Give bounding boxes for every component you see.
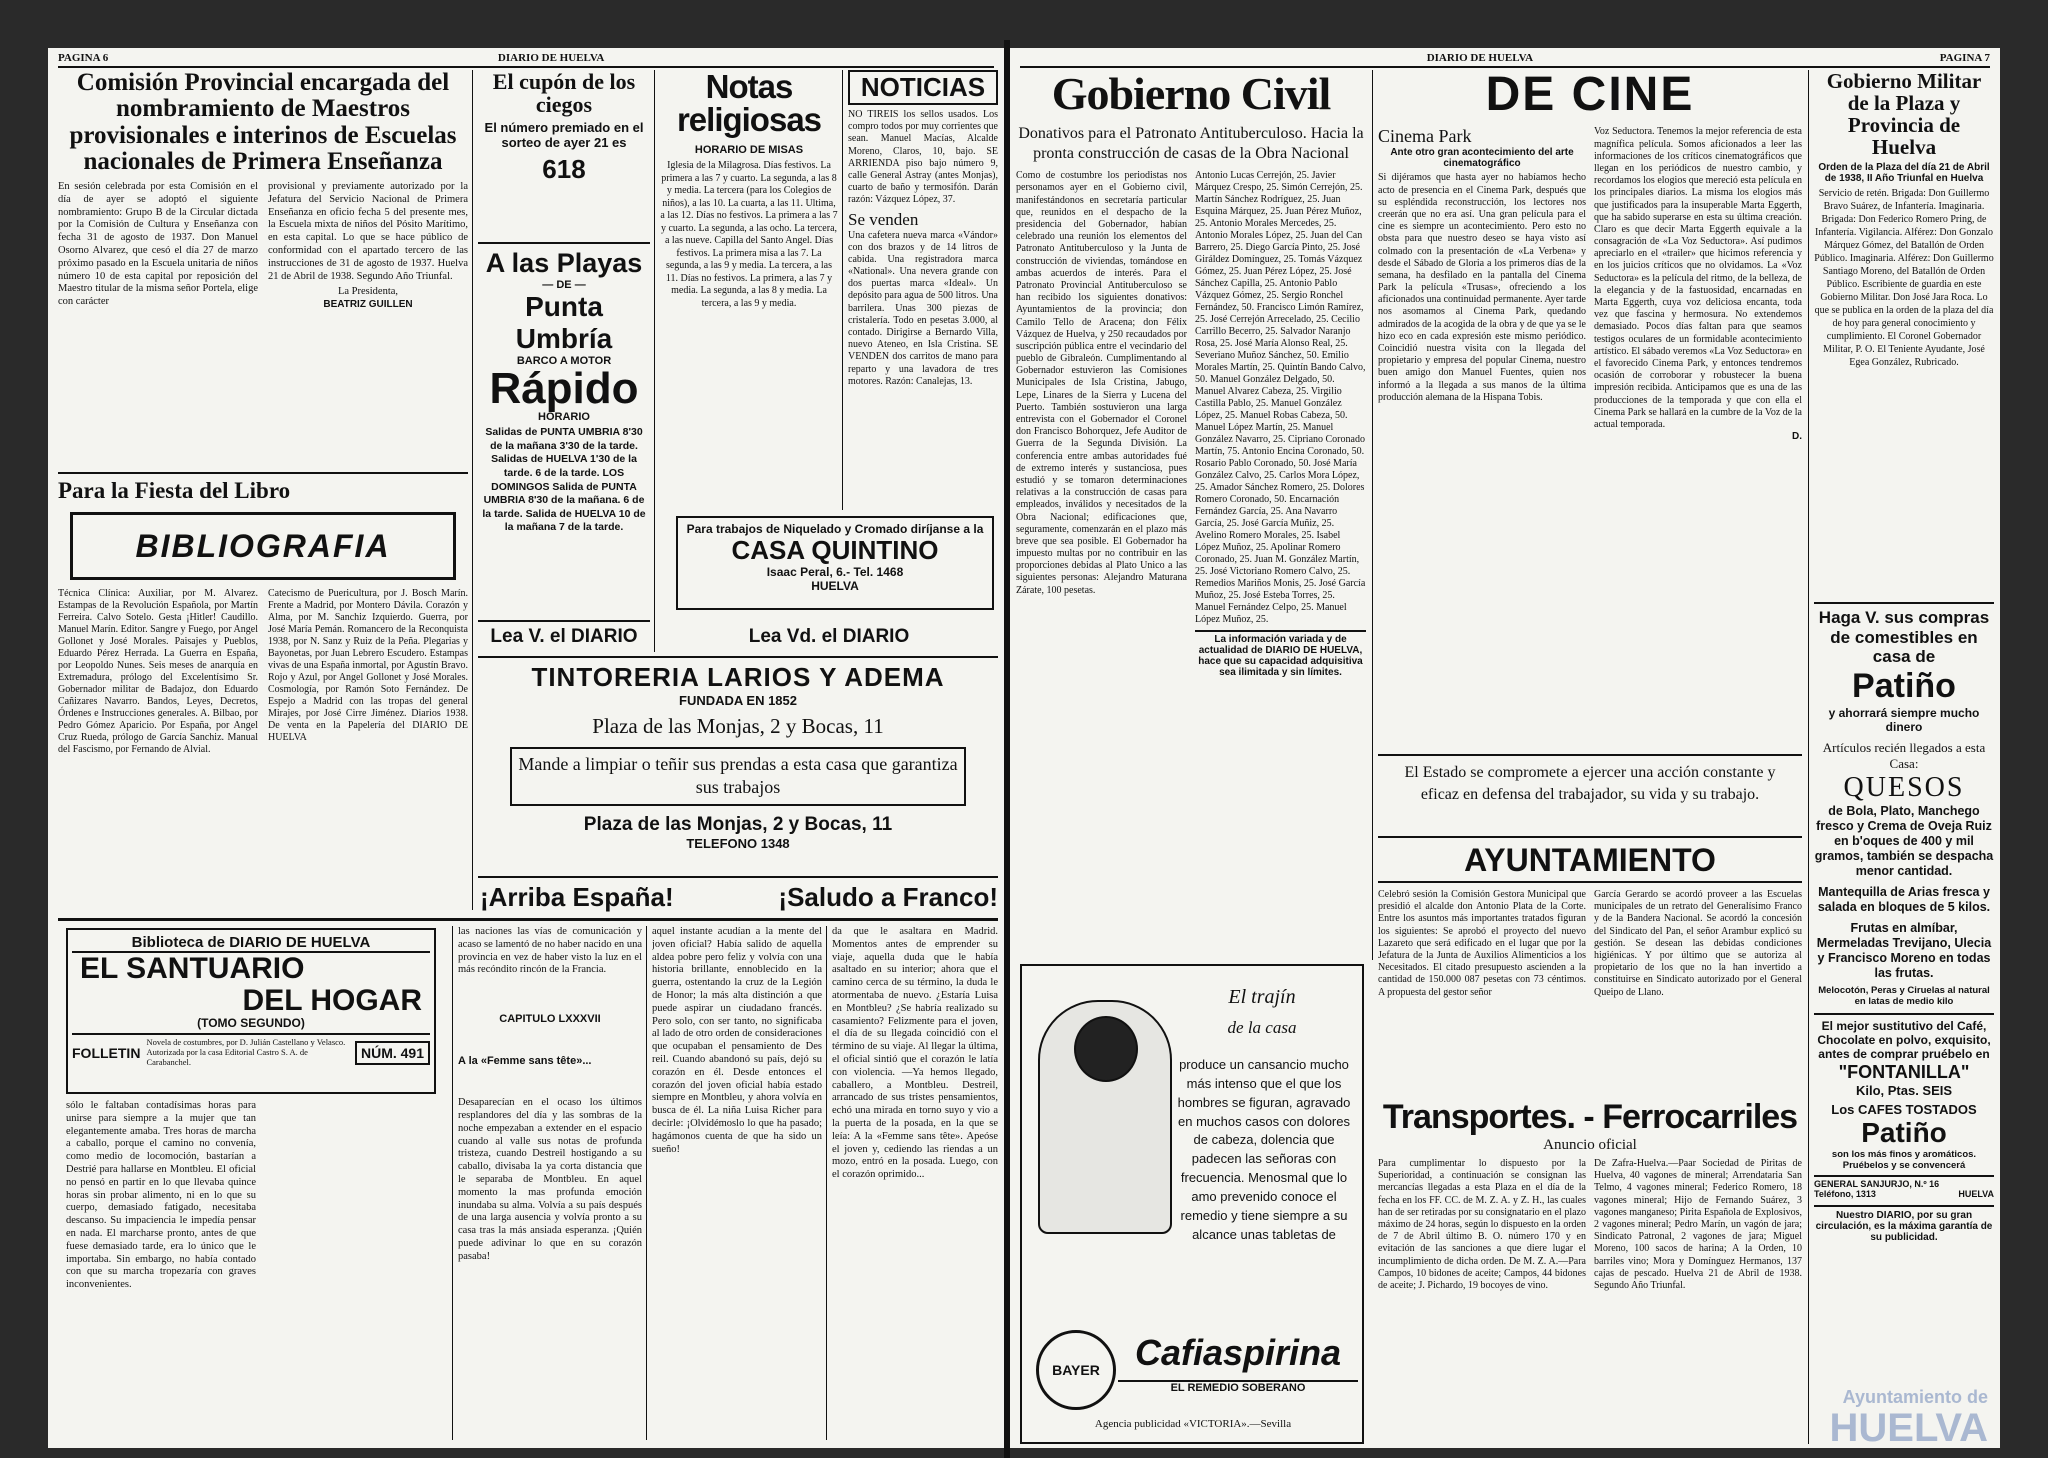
noticias-text2: Una cafetera nueva marca «Vándor» con dos brazos y de 14 litros de cabida. Una registradora marca «National». Una nevera grande con dos puertas marca «Ideal». Un depósito para agua de 500 litros. Una barrilera. Unas 300 piezas de cristalería. Todo en pesetas 3.000, al contado. Dirigirse a Bernardo Villa, nuevo Ateneo, en Isla Cristina. SE VENDEN dos carritos de mano para reparto y una lavadora de tres motores. Razón: Canalejas, 13. — [848, 229, 998, 387]
folletin-col4: da que le asaltara en Madrid. Momentos antes de emprender su viaje, aquella duda que le había asaltado en su interior; ahora que el camino cerca de su término, la duda le atormentaba de nuevo. ¿Estaría Luisa en Montbleu? ¿Se habría realizado su casamiento? Felizmente para el joven, el día de su llegada coincidió con el término de su viaje. Al llegar la última, el oficial sintió que el corazón le latía con violencia. —Ya hemos llegado, caballero, a Montbleu. Destreil, arrancado de sus tristes pensamientos, echó una mirada en torno suyo y vio a la puerta de la posada, en la que se leía: A la «Femme sans tête». Apeóse el joven y, cediendo las riendas a un mozo, entró en la posada. Luego, con el corazón oprimido... — [832, 926, 998, 1181]
ayuntamiento-col1: Celebró sesión la Comisión Gestora Municipal que presidió el alcalde don Antonio Plata de la Corte. Entre los asuntos más importantes tratados figuran los siguientes: Se aprobó el proyecto del nuevo Lazareto que será edificado en el lugar que por la Jefatura de la Junta de Auxilios Alimenticios a los Necesitados. El citado presupuesto ascienden a la cantidad de 150.000 087 pesetas con 73 céntimos. A propuesta del gestor señor — [1378, 889, 1586, 998]
folletin-biblio: Biblioteca de DIARIO DE HUELVA — [72, 934, 430, 953]
ayuntamiento-article — [1378, 842, 1802, 1092]
patino-cafes2: son los más finos y aromáticos. Pruébelos y se convencerá — [1831, 1148, 1977, 1171]
notas-title: Notas religiosas — [676, 70, 822, 138]
patino-addr: GENERAL SANJURJO, N.º 16 — [1814, 1178, 1940, 1189]
bayer-brand: Cafiaspirina — [1134, 1332, 1342, 1373]
folletin-tomo: (TOMO SEGUNDO) — [197, 1016, 305, 1030]
watermark-line2: HUELVA — [1829, 1406, 1988, 1450]
watermark-line1: Ayuntamiento de — [1842, 1387, 1988, 1407]
folletin-label: FOLLETIN — [72, 1044, 141, 1061]
folletin-capitulo: CAPITULO LXXXVII — [499, 1013, 601, 1026]
patino-ad — [1814, 608, 1994, 1444]
bayer-text: produce un cansancio mucho más intenso que el que los hombres se figuran, agravado en muchos casos con dolores de cabeza, dolencia que padecen las señoras con frecuencia. Menosmal que lo amo prevenido conoce el remedio y tiene siempre a su alcance unas tabletas de — [1177, 1057, 1351, 1242]
lea-diario-1: Lea V. el DIARIO — [490, 626, 638, 647]
lea-diario-2: Lea Vd. el DIARIO — [748, 626, 910, 647]
gob-militar-text: Servicio de retén. Brigada: Don Guillermo Bravo Suárez, de Infantería. Imaginaria. Brigada: Don Federico Romero Pring, de Infantería. Vigilancia. Alférez: Don Gonzalo Márquez Gómez, del Batallón de Orden Público. Imaginaria. Alférez: Don Guillermo Santiago Moreno, del Batallón de Orden Público. Escribiente de guardia en este Gobierno Militar. Don José Jara Roca. Lo que se publica en la orden de la plaza del día de hoy para general conocimiento y cumplimiento. El Coronel Gobernador Militar, P. O. El Teniente Ayudante, José Egea González, Rubricado. — [1814, 188, 1994, 369]
gobierno-civil-title: Gobierno Civil — [1051, 70, 1331, 119]
bayer-title1: El trajín — [1228, 986, 1296, 1008]
cine-venue: Cinema Park — [1378, 126, 1472, 147]
ayuntamiento-title: AYUNTAMIENTO — [1378, 842, 1802, 883]
right-page-number: PAGINA 7 — [1939, 52, 1990, 64]
folletin-col2b: Desaparecían en el ocaso los últimos resplandores del día y las sombras de la noche empezaban a extender en el espacio cuando al valle sus notas de profunda tristeza, cuando Destreil hostigando a su caballo, divisaba la ya corta distancia que le separaba de Montbleu. En aquel momento la mas profunda emoción inundaba su alma. Volvía a su país después de una larga ausencia y volvía pronto a su casa tras la más ansiada esperanza. ¡Quién puede adivinar lo que en su corazón pasaba! — [458, 1097, 642, 1262]
cupon-box — [478, 70, 650, 240]
folletin-title1: EL SANTUARIO — [80, 952, 305, 985]
folletin-box — [66, 928, 436, 1094]
patino-melocoton: Melocotón, Peras y Ciruelas al natural en latas de medio kilo — [1818, 984, 1990, 1007]
left-page — [48, 48, 1004, 1448]
patino-diario: Nuestro DIARIO, por su gran circulación, es la máxima garantía de su publicidad. — [1814, 1205, 1994, 1243]
folletin-num: NÚM. 491 — [355, 1041, 430, 1065]
quintino-city: HUELVA — [811, 578, 859, 593]
patino-line3: Artículos recién llegados a esta Casa: — [1822, 739, 1986, 771]
cine-title: DE CINE — [1485, 70, 1695, 121]
quintino-line1: Para trabajos de Niquelado y Cromado diríjanse a la — [686, 522, 984, 536]
playas-ad — [478, 248, 650, 618]
folletin-col2: las naciones las vías de comunicación y acaso se lamentó de no haber nacido en una provincia en vez de haber visto la luz en el más recóndito rincón de la Francia. — [458, 926, 642, 976]
folletin-title2: DEL HOGAR — [242, 983, 422, 1017]
bibliografia-logo: BIBLIOGRAFIA — [70, 512, 456, 580]
comision-sign-role: La Presidenta, — [337, 286, 399, 298]
de-cine-article — [1378, 70, 1802, 750]
patino-name2: Patiño — [1861, 1116, 1947, 1148]
gob-militar-title: Gobierno Militar de la Plaza y Provincia de Huelva — [1826, 70, 1982, 160]
bayer-cross-logo: BAYER — [1036, 1330, 1116, 1410]
noticias-sevenden: Se venden — [848, 209, 919, 229]
tintoreria-title: TINTORERIA LARIOS Y ADEMA — [531, 662, 945, 692]
playas-line1: A las Playas — [485, 248, 643, 278]
notas-sub: HORARIO DE MISAS — [694, 144, 804, 156]
patino-quesos-text: de Bola, Plato, Manchego fresco y Crema de Oveja Ruiz en b'oques de 400 y mil gramos, también se despacha menor cantidad. — [1814, 803, 1994, 878]
playas-schedule: Salidas de PUNTA UMBRIA 8'30 de la mañana 3'30 de la tarde. Salidas de HUELVA 1'30 de la tarde. 6 de la tarde. LOS DOMINGOS Salida de PUNTA UMBRIA 8'30 de la mañana. 6 de la tarde. Salida de HUELVA 10 de la mañana 7 de la tarde. — [482, 426, 646, 534]
fiesta-title: Para la Fiesta del Libro — [58, 478, 291, 503]
gobierno-militar-article — [1814, 70, 1994, 600]
patino-kilo: Kilo, Ptas. SEIS — [1855, 1082, 1953, 1098]
folletin-col1b — [264, 1100, 446, 1440]
transportes-col2: De Zafra-Huelva.—Paar Sociedad de Piritas de Huelva, 40 vagones de mineral; Arrendataria San Telmo, 4 vagones mineral; Federico Romero, 18 vagones mineral; Hijo de Fernando Suárez, 3 vagones manganeso; Pirita Española de Explosivos, 2 vagones mineral; Pedro Marín, un vagón de jara; Sindicato Patronal, 2 vagones de jara; Miguel Moreno, 100 sacos de harina; A la Orden, 10 barriles vino; Mora y Domínguez Hermanos, 137 cajas de pescado. Huelva 21 de Abril de 1938. Segundo Año Triunfal. — [1594, 1158, 1802, 1291]
noticias-text: NO TIREIS los sellos usados. Los compro todos por muy corrientes que sean. Manuel Macías, Alcalde Moreno, Claros, 10, bajo. SE ARRIENDA piso bajo número 9, calle General Astray (antes Monjas), cuarto de baño y termosifón. Darán razón: Vázquez López, 37. — [848, 109, 998, 206]
quintino-addr: Isaac Peral, 6.- Tel. 1468 — [766, 564, 904, 579]
cupon-title: El cupón de los ciegos — [492, 70, 636, 118]
tintoreria-slogan: Mande a limpiar o teñir sus prendas a esta casa que garantiza sus trabajos — [510, 747, 966, 806]
fiesta-col1: Técnica Clínica: Auxiliar, por M. Alvarez. Estampas de la Revolución Española, por Martín Ferreira. Calvo Sotelo. Gesta ¡Hitler! Caudillo. Manuel Marín. Editor. Sangre y Fuego, por Angel Gollonet y José Morales. Paisajes y Pueblos, Eduardo Pérez Herrada. La Guerra en España, por Leopoldo Nunes. Seis meses de anarquía en Extremadura, prólogo del Excelentísimo Sr. Gobernador militar de Badajoz, don Eduardo Cañizares Navarro. Bandos, Leyes, Decretos, Órdenes e Instrucciones generales. A. Bilbao, por Pedro Gómez Aparicio. Por España, por Angel Cruz Rueda, prólogo de García Sanchiz. Manual del Fascismo, por Fernando de Alvial. — [58, 588, 258, 755]
cine-sub: Ante otro gran acontecimiento del arte cinematográfico — [1390, 147, 1574, 170]
right-page-paper-name: DIARIO DE HUELVA — [1426, 52, 1534, 64]
bayer-agency: Agencia publicidad «VICTORIA».—Sevilla — [1094, 1418, 1292, 1430]
right-page-header — [1020, 52, 1990, 68]
notas-text: Iglesia de la Milagrosa. Días festivos. La primera a las 7 y cuarto. La segunda, a las 8 y media. La tercera (para los Colegios de niños), a las 10. La cuarta, a las 11. Ultima, a las 12. Días no festivos. La primera a las 7 y cuarto. La segunda, a las ocho. La tercera, a las nueve. Capilla del Santo Angel. Días festivos. La primera misa a las 7. La segunda, a las 9 y media. La tercera, a las 11. Días no festivos. La primera, a las 7 y media. La segunda, a las 8 y media. La tercera, a las 9 y media. — [660, 160, 838, 309]
transportes-title: Transportes. - Ferrocarriles — [1382, 1098, 1798, 1136]
folletin-desc: Novela de costumbres, por D. Julián Castellano y Velasco. Autorizada por la casa Editorial Castro S. A. de Carabanchel. — [146, 1037, 346, 1067]
right-page — [1010, 48, 2000, 1448]
gobierno-civil-col2: Antonio Lucas Cerrejón, 25. Javier Márquez Crespo, 25. Simón Cerrejón, 25. Martín Sánchez Rodríguez, 25. Juan Esquina Márquez, 25. Juan Pérez Muñoz, 25. Antonio Morales Mercedes, 25. Antonio Morales López, 25. Juan del Can Barrero, 25. Diego García Pinto, 25. José Giráldez Domínguez, 25. Tomás Vázquez Gómez, 25. Juan Pérez López, 25. José Sánchez Capilla, 25. Antonio Pablo Vázquez Gómez, 25. Sergio Ronchel Fernández, 50. Francisco Limón Ramírez, 25. José Cerrejón Arrecelado, 25. Cecilio Carrillo Becerro, 25. Salvador Naranjo Rosa, 25. José María Alonso Real, 25. Severiano Muñoz Sánchez, 50. Emilio Morales Martín, 25. Quintín Bando Calvo, 50. Manuel González Delgado, 50. Manuel Alvarez Cabeza, 25. Virgilio Castilla Pablo, 25. Manuel González López, 25. Manuel Robas Cabeza, 50. Manuel López Martín, 25. Manuel González Navarro, 25. Cipriano Coronado Martín, 75. Antonio Encina Coronado, 50. Rosario Pablo Coronado, 50. José María González Calvo, 25. Carlos Mora López, 25. Amador Sánchez Romero, 25. Dolores Romero Coronado, 50. Encarnación Fernández García, 25. Ana Navarro García, 25. José García Muñiz, 25. Avelino Romero Morales, 25. Isabel López Muñoz, 25. Apolinar Romero Coronado, 25. Juan M. González Martín, 25. José Victoriano Romero Calvo, 25. Remedios Mariños Monis, 25. José García Muñoz, 25. José Esteba Torres, 25. Manuel Fernández Celpo, 25. Manuel López Muñoz, 25. — [1195, 170, 1366, 626]
notas-religiosas — [660, 70, 838, 510]
tintoreria-addr2: Plaza de las Monjas, 2 y Bocas, 11 — [583, 813, 893, 835]
noticias — [848, 70, 998, 510]
left-page-header — [58, 52, 994, 68]
bayer-tagline: EL REMEDIO SOBERANO — [1118, 1380, 1358, 1394]
patino-mantequilla: Mantequilla de Arias fresca y salada en bloques de 5 kilos. — [1817, 884, 1991, 914]
playas-boat-name: Rápido — [489, 364, 639, 413]
patino-cafes: Los CAFES TOSTADOS — [1831, 1101, 1977, 1117]
gobierno-civil-sub: Donativos para el Patronato Antituberculoso. Hacia la pronta construcción de casas de la Obra Nacional — [1018, 125, 1364, 163]
archive-watermark — [1829, 1387, 1988, 1448]
comision-sign-name: BEATRIZ GUILLEN — [323, 299, 413, 311]
fiesta-libro-article — [58, 478, 468, 908]
patino-line1: Haga V. sus compras de comestibles en casa de — [1818, 608, 1990, 667]
patino-cafe: El mejor sustitutivo del Café, Chocolate en polvo, exquisito, antes de comprar pruébelo en — [1814, 1013, 1994, 1062]
comision-col2: provisional y previamente autorizado por la Jefatura del Servicio Nacional de Primera Enseñanza en oficio fecha 5 del presente mes, la Escuela mixta de niños del Pósito Marítimo, en esta capital. Lo que se hace público de conformidad con el apartado tercero de las instrucciones de 31 de agosto de 1937. Huelva 21 de Abril de 1938. Segundo Año Triunfal. — [268, 181, 468, 282]
gob-militar-order: Orden de la Plaza del día 21 de Abril de 1938, II Año Triunfal en Huelva — [1818, 162, 1990, 185]
folletin-col1: sólo le faltaban contadísimas horas para unirse para siempre a la mujer que tan elegantemente amaba. Tres horas de marcha a caballo, porque el camino no convenía, como medio de locomoción, bastarían a Destrié para hallarse en Montbleu. El oficial no pensó en partir en lo que llevaba quince horas sin probar alimento, ni en lo que su cuerpo, demasiado fatigado, necesitaba descanso. Su impaciencia le impedía pensar en nada. El marcharse pronto, antes de que fuese demasiado tarde, era lo único que le importaba. Sin embargo, no había contado con que su marcha tropezaría con graves inconvenientes. — [66, 1100, 256, 1291]
tintoreria-ad — [480, 662, 996, 872]
gobierno-civil-col1: Como de costumbre los periodistas nos personamos ayer en el Gobierno civil, manifestándonos en secretaría particular que, reunidos en el despacho de la presidencia del Gobernador, habían celebrado una reunión los elementos del Patronato Antituberculoso y la Junta de construcción de viviendas, tomándose en ambas acuerdos de interés. Para el Patronato Provincial Antituberculoso se han recibido los siguientes donativos: Ayuntamientos de la provincia; don Camilo Tello de Aracena; don Félix Vázquez de Huelva, y 250 recaudados por suscripción pública entre el vecindario del pueblo de Gibraleón. Cumplimentando al Gobernador estuvieron las Comisiones Municipales de Isla Cristina, Jabugo, Lepe, Linares de la Sierra y Lucena del Puerto. También sostuvieron una larga entrevista con el Gobernador el Coronel don Francisco Bohorquez, Jefe Auditor de Guerra de la Segunda División. La conferencia entre ambas autoridades fué de extremo interés y sustanciosa, pues estudió y se tomaron determinaciones relativas a la construcción de casas para empleados, inválidos y necesitados de la Obra Nacional; edificaciones que, seguramente, comenzarán en el plazo más breve que sea posible. El Gobernador ha impuesto multas por no contribuir en las proporciones debidas al Plato Unico a las siguientes personas: Alejandro Maturana Zárate, 100 pesetas. — [1016, 170, 1187, 596]
quintino-name: CASA QUINTINO — [731, 535, 939, 565]
estado-compromiso: El Estado se compromete a ejercer una acción constante y eficaz en defensa del trabajador, su vida y su trabajo. — [1404, 764, 1776, 803]
saludo-franco: ¡Saludo a Franco! — [778, 882, 998, 912]
folletin-col3: aquel instante acudían a la mente del joven oficial? Había salido de aquella aldea pobre pero feliz y volvía con una historia brillante, ennoblecido en la guerra, ostentando la cruz de la Legión de Honor; la más alta distinción a que puede aspirar un ciudadano francés. Pero solo, con ser tanto, no significaba al lado de otro orden de consideraciones que ocupaban el pensamiento de Des reil. Cuando abandonó su país, dejó su corazón en él. Desde entonces el corazón del joven oficial había estado siempre en Montbleu, y ahora volvía en busca de él. La niña Luisa Richer para decirle: ¡Olvidémoslo lo que ha pasado; hagámonos cuenta de que ha sido un sueño! — [652, 926, 822, 1155]
patino-frutas: Frutas en almíbar, Mermeladas Trevijano, Ulecia y Francisco Moreno en todas las frutas. — [1816, 920, 1992, 980]
comision-article — [58, 70, 468, 470]
folletin-col2-block — [458, 926, 642, 1440]
playas-de: — DE — — [542, 279, 586, 291]
left-page-number: PAGINA 6 — [58, 52, 109, 64]
patino-tel: Teléfono, 1313 — [1814, 1188, 1876, 1199]
transportes-article — [1378, 1098, 1802, 1444]
cafiaspirina-ad — [1020, 964, 1364, 1444]
fiesta-col2: Catecismo de Puericultura, por J. Bosch Marín. Frente a Madrid, por Montero Dávila. Corazón y Alma, por M. Sanchiz Izquierdo. Guerra, por José María Pemán. Romancero de la Reconquista 1938, por N. Sanz y Ruiz de la Peña. Plegarias y Bayonetas, por Juan Lebrero Escudero. Estampas vivas de una España inmortal, por Agustín Bravo. Rojo y Azul, por Angel Gollonet y José Morales. Cosmología, por Ramón Soto Fernández. De Espejo a Madrid con las tropas del general Mirajes, por José Cirre Jiménez. Diarios 1938. De venta en la Papelería del DIARIO DE HUELVA — [268, 588, 468, 743]
patino-fontanilla: "FONTANILLA" — [1838, 1061, 1970, 1082]
cine-col2: Voz Seductora. Tenemos la mejor referencia de esta magnífica película. Somos aficionados a leer las informaciones de los críticos cinematográficos que llegan en los periódicos de nuestro cambio, y recordamos los elogios que mereció esta película en los principales diarios. La misma los elogios más que justificados para la insuperable Marta Eggerth, que ha sabido superarse en esta su última creación. Claro es que decir Marta Eggerth equivale a la consagración de «La Voz Seductora». Así pudimos apreciarlo en el «trailer» que hicimos referencia y en los juicios críticos que no olvidamos. La «Voz Seductora» es la película del ritmo, de la belleza, de la elegancia y de la fastuosidad, encarnadas en Marta Eggerth, cuya voz deliciosa encanta, toda vez que fascina y hermosura. No extendemos demasiado. Pocos días faltan para que seamos testigos oculares de un formidable acontecimiento artístico. El sábado veremos «La Voz Seductora» en el favorecido Cinema Park, y entonces tendremos ocasión de corroborar y robustecer la buena impresión recibida. Anticipamos que es una de las producciones de la temporada y que con ella el Cinema Park se hallará en la cumbre de la Voz de la actual temporada. — [1594, 126, 1802, 430]
casa-quintino-ad — [676, 516, 994, 610]
tintoreria-phone: TELEFONO 1348 — [686, 835, 790, 851]
patino-quesos: QUESOS — [1843, 771, 1965, 803]
cupon-text: El número premiado en el sorteo de ayer 21 es — [484, 120, 644, 151]
tintoreria-addr: Plaza de las Monjas, 2 y Bocas, 11 — [592, 714, 884, 738]
patino-line2: y ahorrará siempre mucho dinero — [1828, 705, 1980, 734]
gobierno-civil-article — [1016, 70, 1366, 956]
tintoreria-founded: FUNDADA EN 1852 — [679, 693, 797, 708]
comision-title: Comisión Provincial encargada del nombramiento de Maestros provisionales e interinos de Escuelas nacionales de Primera Enseñanza — [69, 70, 457, 175]
transportes-col1: Para cumplimentar lo dispuesto por la Superioridad, a continuación se consignan las mercancías llegadas a esta Plaza en el día de la fecha en los FF. CC. de M. Z. A. y Z. H., las cuales han de ser retiradas por su consignatario en el plazo máximo de 24 horas, según lo dispuesto en la orden de 7 de Abril último B. O. número 170 y en evitación de las sanciones a que diere lugar el incumplimiento de dicha orden. De M. Z. A.—Para Campos, 10 bidones de aceite; Campos, 44 bidones de aceite; J. Pichardo, 19 bocoyes de vino. — [1378, 1158, 1586, 1291]
patino-city: HUELVA — [1958, 1188, 1994, 1199]
patino-name: Patiño — [1852, 666, 1956, 705]
gobierno-civil-info: La información variada y de actualidad de DIARIO DE HUELVA, hace que su capacidad adquisitiva sea ilimitada y sin límites. — [1195, 630, 1366, 678]
transportes-sub: Anuncio oficial — [1543, 1137, 1637, 1153]
cine-sign: D. — [1792, 431, 1802, 443]
playas-place: Punta Umbría — [515, 291, 613, 354]
playas-horario: HORARIO — [538, 411, 590, 423]
left-page-paper-name: DIARIO DE HUELVA — [497, 52, 605, 64]
comision-col1: En sesión celebrada por esta Comisión en el día de ayer se adoptó el siguiente nombramiento: Grupo B de la Circular dictada por la Comisión de Cultura y Enseñanza con fecha 31 de agosto de 1937. Don Manuel Osorno Alvarez, que cesó el día 27 de marzo próximo pasado en la Escuela unitaria de niños número 10 de esta capital por reposición del Maestro titular de la misma señor Portela, elige con carácter — [58, 181, 258, 308]
playas-boat-type: BARCO A MOTOR — [516, 355, 612, 367]
arriba-espana: ¡Arriba España! — [480, 882, 674, 912]
cine-col1: Si dijéramos que hasta ayer no habíamos hecho acto de presencia en el Cinema Park, después que su espléndida reconstrucción, los lectores nos creerán que no era así. Una gran película para el cine es siempre un acontecimiento. Pero esto no obsta para que nuestro deseo se haya visto así colmado con la presentación de «La Verbena» y desde el Sábado de Gloria a los primeros días de la semana, ha desfilado en la pantalla del Cinema Park la película «Trusas», ofreciendo a los aficionados una continuidad permanente. Ayer tarde nos asomamos al Cinema Park, quedando admirados de la acogida de la obra y de que ya se le hizo eco en cada expresión este mismo periódico. Coincidió nuestra visita con la llegada del propietario y empresa del popular Cinema, nuestro buen amigo don Manuel Fuentes, quien nos informó a la llegada a sus manos de la última producción alemana de la Hispana Tobis. — [1378, 172, 1586, 403]
ayuntamiento-col2: García Gerardo se acordó proveer a las Escuelas municipales de un retrato del Generalísimo Franco y de la Bandera Nacional. Se acordó la concesión del Sindicato del Pan, el señor Arambur explicó su gestión. Se desean las debidas condiciones higiénicas. Y por último que se autoriza al propietario de los que no la han invertido a constituirse en Sindicato autorizado por el General Queipo de Llano. — [1594, 889, 1802, 998]
bayer-title2: de la casa — [1227, 1018, 1297, 1037]
noticias-title: NOTICIAS — [848, 70, 998, 105]
woman-illustration — [1038, 1000, 1172, 1234]
cupon-number: 618 — [542, 154, 586, 185]
folletin-femme: A la «Femme sans tête»... — [458, 1055, 592, 1068]
